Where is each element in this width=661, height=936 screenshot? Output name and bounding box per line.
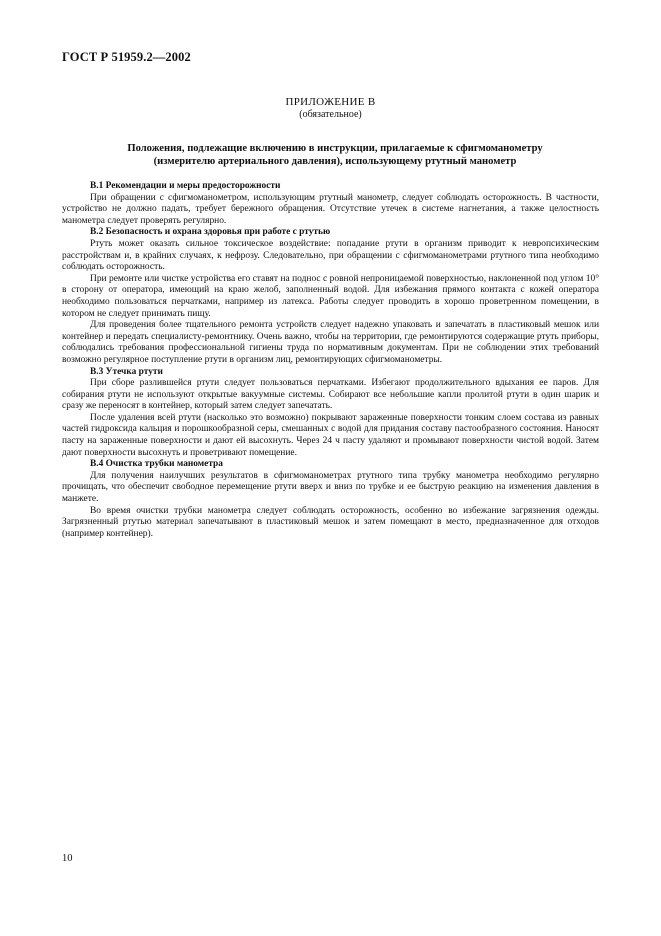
paragraph: После удаления всей ртути (насколько это возможно) покрывают зараженные поверхности тонким слоем состава из равных частей гидроксида кальция и порошкообразной серы, смешанных с водой для придания составу пастообразного состояния. Наносят пасту на зараженные поверхности и дают ей высохнуть. Через 24 ч пасту удаляют и промывают поверхности чистой водой. Затем дают поверхности высохнуть и проветривают помещение. bbox=[62, 412, 599, 458]
page-number: 10 bbox=[62, 853, 73, 864]
appendix-title: ПРИЛОЖЕНИЕ В bbox=[285, 96, 376, 108]
document-body bbox=[62, 181, 599, 540]
appendix-subtitle: (обязательное) bbox=[299, 109, 362, 120]
section-heading: В.4 Очистка трубки манометра bbox=[90, 459, 223, 470]
paragraph: Во время очистки трубки манометра следует соблюдать осторожность, особенно во избежание загрязнения одежды. Загрязненный ртутью материал запечатывают в пластиковый мешок и затем помещают в место, предназначенное для отходов (например контейнер). bbox=[62, 505, 599, 539]
paragraph: Для получения наилучших результатов в сфигмоманометрах ртутного типа трубку манометра необходимо регулярно прочищать, что обеспечит свободное перемещение ртути вверх и вниз по трубке и ее быструю реакцию на изменения давления в манжете. bbox=[62, 470, 599, 505]
appendix-main-title: Положения, подлежащие включению в инструкции, прилагаемые к сфигмоманометру (измерителю артериального давления), использующему ртутный манометр bbox=[127, 143, 543, 167]
document-code: ГОСТ Р 51959.2—2002 bbox=[62, 50, 191, 64]
section-heading: В.2 Безопасность и охрана здоровья при работе с ртутью bbox=[90, 227, 331, 238]
paragraph: Для проведения более тщательного ремонта устройств следует надежно упаковать и запечатать в пластиковый мешок или контейнер и передать специалисту-ремонтнику. Очень важно, чтобы на территории, где ремонтируются содержащие ртуть приборы, соблюдались требования профессиональной гигиены труда по нормативным документам. При не соблюдении этих требований возможно регулярное поступление ртути в организм лиц, ремонтирующих сфигмоманометры. bbox=[62, 320, 599, 365]
paragraph: Ртуть может оказать сильное токсическое воздействие: попадание ртути в организм приводит к невропсихическим расстройствам и, в крайних случаях, к нефрозу. Следовательно, при обращении с сфигмоманометрами ртутного типа необходимо соблюдать осторожность. bbox=[62, 238, 599, 273]
paragraph: При обращении с сфигмоманометром, использующим ртутный манометр, следует соблюдать осторожность. В частности, устройство не должно падать, требует бережного обращения. Отсутствие утечек в системе нагнетания, а также целостность манометра следует проверять регулярно. bbox=[62, 192, 599, 226]
paragraph: При ремонте или чистке устройства его ставят на поднос с ровной непроницаемой поверхностью, наклоненной под углом 10° в сторону от оператора, имеющий на краю желоб, заполненный водой. Для избежания прямого контакта с кожей оператора необходимо пользоваться перчатками, например из латекса. Работы следует проводить в хорошо проветренном помещении, в котором не следует принимать пищу. bbox=[62, 273, 599, 319]
section-heading: В.3 Утечка ртути bbox=[90, 366, 163, 377]
section-heading: В.1 Рекомендации и меры предосторожности bbox=[90, 181, 281, 191]
paragraph: При сборе разлившейся ртути следует пользоваться перчатками. Избегают продолжительного вдыхания ее паров. Для собирания ртути не используют открытые вакуумные системы. Собирают все небольшие капли пролитой ртути в один шарик и сразу же переносят в контейнер, который затем следует запечатать. bbox=[62, 378, 599, 412]
